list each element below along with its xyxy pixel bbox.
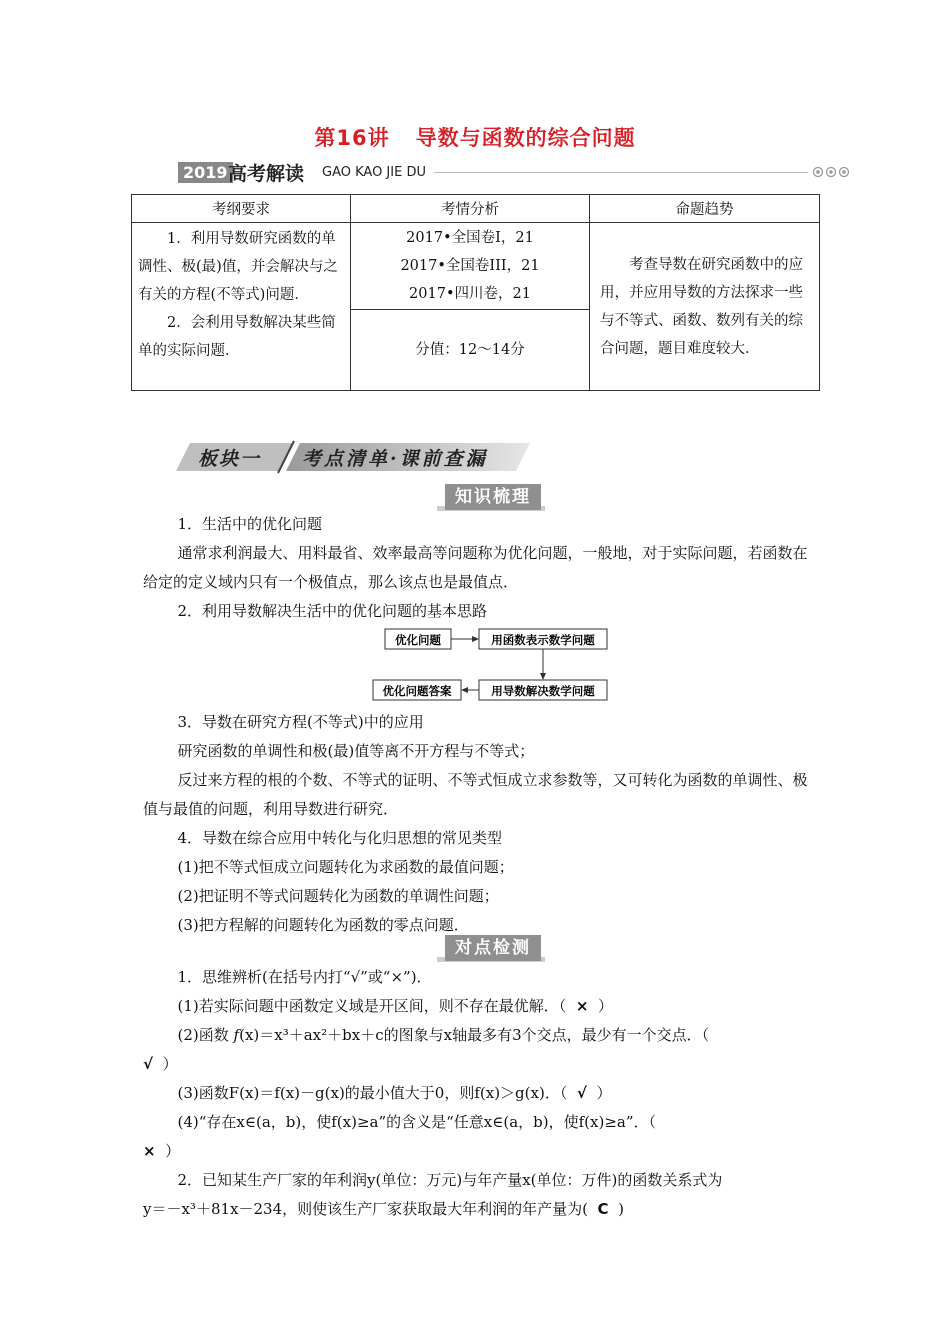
k1-head: 1．生活中的优化问题: [177, 515, 323, 533]
analysis-3: 2017•四川卷，21: [409, 286, 531, 302]
subheading-check-label: 对点检测: [445, 935, 541, 961]
q2-answer: C: [597, 1200, 609, 1218]
section-title: 考点清单·课前查漏: [302, 448, 488, 470]
header-analysis: 考情分析: [351, 195, 590, 223]
analysis-2: 2017•全国卷III，21: [400, 258, 540, 274]
q2-line-1: 2．已知某生产厂家的年利润y(单位：万元)与年产量x(单位：万件)的函数关系式为: [177, 1171, 723, 1189]
k3-head: 3．导数在研究方程(不等式)中的应用: [177, 713, 424, 731]
k2-head: 2．利用导数解决生活中的优化问题的基本思路: [177, 602, 488, 620]
requirements-cell: [132, 223, 351, 391]
exam-requirements-table: [131, 194, 820, 391]
requirement-1: 1．利用导数研究函数的单调性、极(最)值，并会解决与之有关的方程(不等式)问题．: [138, 231, 338, 303]
flow-function-model: 用函数表示数学问题: [491, 633, 595, 647]
analysis-1: 2017•全国卷Ⅰ，21: [406, 230, 534, 246]
exercises-block: [143, 963, 808, 1224]
flow-optimization-problem: 优化问题: [395, 633, 441, 647]
analysis-cell: [351, 223, 590, 310]
exam-interpretation-banner: [174, 161, 850, 185]
k4-item-2: (2)把证明不等式问题转化为函数的单调性问题；: [177, 887, 499, 905]
q1-item-4: (4)“存在x∈(a，b)，使f(x)≥a”的含义是“任意x∈(a，b)，使f(x)≥a”．（ × ）: [143, 1113, 657, 1160]
k4-head: 4．导数在综合应用中转化与化归思想的常见类型: [177, 829, 503, 847]
trend-cell: [590, 223, 820, 391]
q1-item-2: (2)函数 f(x)＝x³＋ax²＋bx＋c的图象与x轴最多有3个交点，最少有一个交点．（ √ ）: [143, 1026, 710, 1073]
header-trend: 命题趋势: [590, 195, 820, 223]
lecture-topic: 导数与函数的综合问题: [415, 126, 636, 150]
q1-answer-3: √: [576, 1084, 587, 1102]
optimization-flowchart: [371, 627, 611, 702]
trend-text: 考查导数在研究函数中的应用，并应用导数的方法探求一些与不等式、函数、数列有关的综合问题，题目难度较大．: [600, 256, 803, 357]
score-cell: 分值：12～14分: [351, 310, 590, 391]
flow-derivative-solve: 用导数解决数学问题: [491, 684, 595, 698]
section-banner: [176, 439, 530, 475]
q2-line-2: y＝－x³＋81x－234，则使该生产厂家获取最大年利润的年产量为( C ): [143, 1200, 624, 1218]
section-label: 板块一: [198, 448, 262, 470]
q1-item-3: (3)函数F(x)＝f(x)－g(x)的最小值大于0，则f(x)＞g(x)．（ √ ）: [177, 1084, 612, 1102]
banner-en: GAO KAO JIE DU: [322, 165, 426, 180]
circle-dots-icon: [812, 164, 850, 180]
header-requirements: 考纲要求: [132, 195, 351, 223]
q1-answer-4: ×: [143, 1142, 156, 1160]
banner-rule: [434, 172, 808, 173]
knowledge-block-2: [143, 708, 808, 940]
page-title: [0, 122, 950, 152]
knowledge-block-1: [143, 510, 808, 626]
flow-answer: 优化问题答案: [382, 684, 452, 698]
k4-item-1: (1)把不等式恒成立问题转化为求函数的最值问题；: [177, 858, 514, 876]
requirement-2: 2．会利用导数解决某些简单的实际问题．: [138, 315, 336, 359]
q1-answer-2: √: [143, 1055, 154, 1073]
k4-item-3: (3)把方程解的问题转化为函数的零点问题．: [177, 916, 469, 934]
banner-year: 2019: [178, 162, 233, 183]
q1-item-1: (1)若实际问题中函数定义域是开区间，则不存在最优解．（ × ）: [177, 997, 613, 1015]
k3-p2: 反过来方程的根的个数、不等式的证明、不等式恒成立求参数等，又可转化为函数的单调性、极值与最值的问题，利用导数进行研究．: [143, 771, 808, 818]
subheading-knowledge-label: 知识梳理: [445, 484, 541, 510]
k1-body: 通常求利润最大、用料最省、效率最高等问题称为优化问题，一般地，对于实际问题，若函数在给定的定义域内只有一个极值点，那么该点也是最值点．: [143, 544, 808, 591]
banner-cn: 高考解读: [228, 163, 305, 185]
q1-head: 1．思维辨析(在括号内打“√”或“×”)．: [177, 968, 432, 986]
subheading-knowledge: [437, 484, 545, 512]
subheading-check: [437, 935, 545, 963]
lecture-number: 第16讲: [314, 126, 390, 150]
q1-answer-1: ×: [575, 997, 589, 1015]
k3-p1: 研究函数的单调性和极(最)值等离不开方程与不等式；: [177, 742, 535, 760]
